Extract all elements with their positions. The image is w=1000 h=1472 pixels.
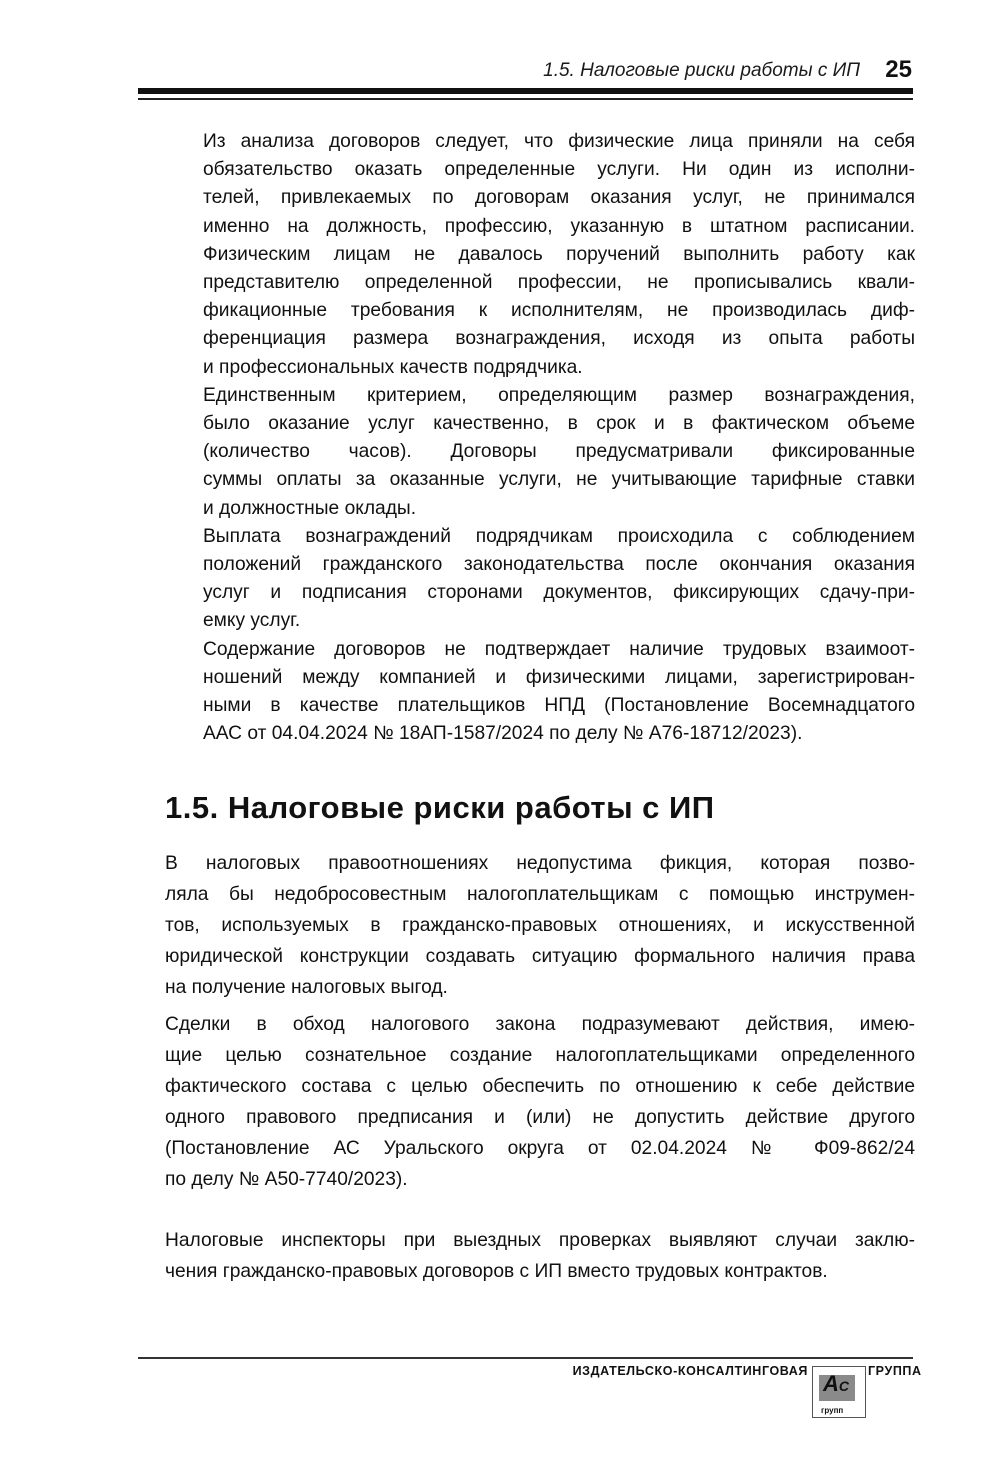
text-line: положений гражданского законодательства после окончания оказания bbox=[203, 554, 915, 576]
paragraph bbox=[165, 1009, 915, 1195]
running-section-title: 1.5. Налоговые риски работы с ИП bbox=[543, 60, 860, 81]
text-line: Единственным критерием, определяющим размер вознаграждения, bbox=[203, 384, 915, 406]
logo-mark: AC bbox=[823, 1371, 850, 1396]
text-line: тов, используемых в гражданско-правовых отношениях, и искусственной bbox=[165, 915, 915, 936]
paragraph bbox=[165, 848, 915, 1003]
text-line: именно на должность, профессию, указанную в штатном расписании. bbox=[203, 215, 915, 237]
footer-rule bbox=[138, 1357, 913, 1359]
paragraph bbox=[203, 523, 915, 636]
logo-sub: групп bbox=[821, 1406, 844, 1415]
text-line: обязательство оказать определенные услуги. Ни один из исполни- bbox=[203, 159, 915, 181]
page-number: 25 bbox=[885, 56, 912, 83]
text-line: телей, привлекаемых по договорам оказания услуг, не принимался bbox=[203, 187, 915, 209]
text-line: емку услуг. bbox=[203, 610, 301, 632]
section-heading: 1.5. Налоговые риски работы с ИП bbox=[165, 790, 715, 825]
text-line: фактического состава с целью обеспечить по отношению к себе действие bbox=[165, 1076, 915, 1097]
text-line: щие целью сознательное создание налогоплательщиками определенного bbox=[165, 1045, 915, 1066]
text-line: Физическим лицам не давалось поручений выполнить работу как bbox=[203, 243, 915, 265]
publisher-logo bbox=[812, 1366, 866, 1418]
text-line: ными в качестве плательщиков НПД (Постановление Восемнадцатого bbox=[203, 695, 915, 717]
text-line: и профессиональных качеств подрядчика. bbox=[203, 356, 583, 378]
text-line: Сделки в обход налогового закона подразумевают действия, имею- bbox=[165, 1014, 915, 1035]
section-body bbox=[165, 848, 915, 1287]
paragraph bbox=[165, 1225, 915, 1287]
text-line: фикационные требования к исполнителям, не производилась диф- bbox=[203, 300, 915, 322]
text-line: (Постановление АС Уральского округа от 02.04.2024 № Ф09-862/24 bbox=[165, 1138, 915, 1159]
paragraph bbox=[203, 128, 915, 382]
footer-publisher-left: ИЗДАТЕЛЬСКО-КОНСАЛТИНГОВАЯ bbox=[572, 1364, 808, 1378]
footer-publisher-right: ГРУППА bbox=[868, 1364, 922, 1378]
text-line: Выплата вознаграждений подрядчикам происходила с соблюдением bbox=[203, 525, 915, 547]
text-line: В налоговых правоотношениях недопустима фикция, которая позво- bbox=[165, 853, 915, 874]
text-line: ААС от 04.04.2024 № 18АП-1587/2024 по делу № А76-18712/2023). bbox=[203, 723, 803, 745]
text-line: Налоговые инспекторы при выездных проверках выявляют случаи заклю- bbox=[165, 1230, 915, 1251]
text-line: было оказание услуг качественно, в срок и в фактическом объеме bbox=[203, 413, 915, 435]
text-line: (количество часов). Договоры предусматривали фиксированные bbox=[203, 441, 915, 463]
text-line: услуг и подписания сторонами документов, фиксирующих сдачу-при- bbox=[203, 582, 915, 604]
text-line: ляла бы недобросовестным налогоплательщикам с помощью инструмен- bbox=[165, 884, 915, 905]
text-line: одного правового предписания и (или) не допустить действие другого bbox=[165, 1107, 915, 1128]
text-line: Содержание договоров не подтверждает наличие трудовых взаимоот- bbox=[203, 638, 915, 660]
quoted-court-text bbox=[203, 128, 915, 748]
running-header bbox=[540, 58, 912, 84]
header-rule-thin bbox=[138, 98, 913, 100]
text-line: на получение налоговых выгод. bbox=[165, 977, 448, 998]
text-line: ференциация размера вознаграждения, исходя из опыта работы bbox=[203, 328, 915, 350]
header-rule-thick bbox=[138, 88, 913, 94]
text-line: Из анализа договоров следует, что физические лица приняли на себя bbox=[203, 131, 915, 152]
text-line: суммы оплаты за оказанные услуги, не учитывающие тарифные ставки bbox=[203, 469, 915, 491]
text-line: представителю определенной профессии, не прописывались квали- bbox=[203, 272, 915, 294]
paragraph bbox=[203, 636, 915, 749]
text-line: ношений между компанией и физическими лицами, зарегистрирован- bbox=[203, 666, 915, 688]
text-line: юридической конструкции создавать ситуацию формального наличия права bbox=[165, 946, 915, 967]
text-line: по делу № А50-7740/2023). bbox=[165, 1169, 408, 1190]
paragraph bbox=[203, 382, 915, 523]
paragraph-gap bbox=[165, 1195, 915, 1225]
text-line: и должностные оклады. bbox=[203, 497, 417, 519]
text-line: чения гражданско-правовых договоров с ИП вместо трудовых контрактов. bbox=[165, 1261, 828, 1282]
